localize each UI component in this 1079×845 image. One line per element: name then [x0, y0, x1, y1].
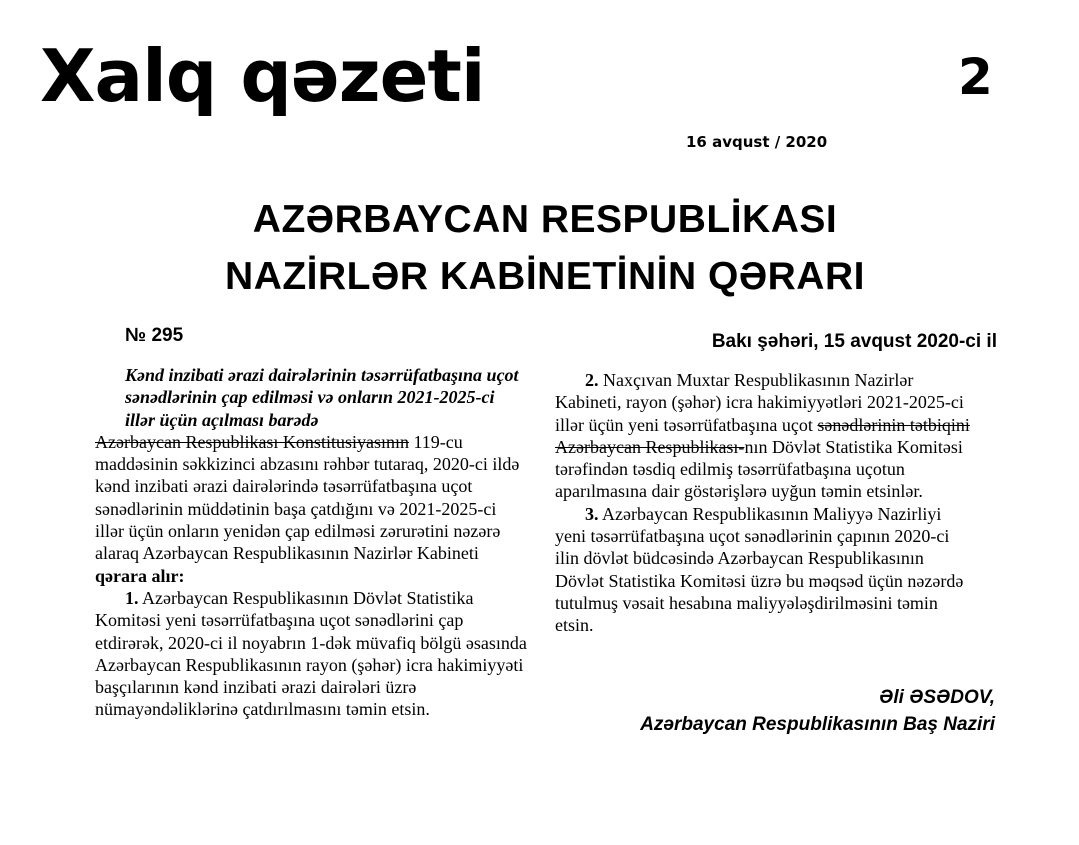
- item-3: [555, 503, 975, 637]
- page-number: 2: [958, 48, 993, 106]
- item-1-text: Azərbaycan Respublikasının Dövlət Statistika Komitəsi yeni təsərrüfatbaşına uçot sənədlərini çap etdirərək, 2020-ci il noyabrın 1-dək müvafiq bölgü əsasında Azərbaycan Respublikasının rayon (şəhər) icra hakimiyyəti başçılarının kənd inzibati ərazi dairələri üzrə nümayəndəliklərinə çatdırılmasını təmin etsin.: [95, 587, 527, 720]
- item-2-struck-text: sənədlərinin tətbiqini Azərbaycan Respublikası-: [555, 414, 970, 457]
- preamble-text: 119-cu maddəsinin səkkizinci abzasını rəhbər tutaraq, 2020-ci ildə kənd inzibati ərazi dairələrində təsərrüfatbaşına uçot sənədlərinin müddətinin başa çatdığını və 2021-2025-ci illər üçün onların yenidən çap edilməsi zərurətini nəzərə alaraq Azərbaycan Respublikasının Nazirlər Kabineti: [95, 431, 520, 564]
- item-1: [95, 587, 527, 721]
- preamble-struck-text: Azərbaycan Respublikası Konstitusiyasının: [95, 431, 409, 452]
- item-3-number: 3.: [585, 503, 599, 524]
- preamble-paragraph: [95, 431, 527, 587]
- item-2-text-part2: nın Dövlət Statistika Komitəsi tərəfindən təsdiq edilmiş təsərrüfatbaşına uçotun aparılmasına dair göstərişlərə uyğun təmin etsinlər.: [555, 436, 963, 502]
- item-1-number: 1.: [125, 587, 139, 608]
- item-2-text-part1: Naxçıvan Muxtar Respublikasının Nazirlər Kabineti, rayon (şəhər) icra hakimiyyətləri 2021-2025-ci illər üçün yeni təsərrüfatbaşına uçot: [555, 370, 964, 435]
- decides-phrase: qərara alır:: [95, 565, 185, 586]
- newspaper-title: Xalq qəzeti: [40, 34, 485, 118]
- document-heading-line1: AZƏRBAYCAN RESPUBLİKASI: [252, 198, 838, 241]
- signature-name: Əli ƏSƏDOV,: [879, 687, 995, 708]
- issue-date: 16 avqust / 2020: [686, 133, 828, 151]
- item-2: [555, 369, 975, 503]
- left-column: [95, 364, 527, 721]
- decree-number: № 295: [125, 325, 184, 346]
- document-heading-line2: NAZİRLƏR KABİNETİNİN QƏRARI: [225, 255, 865, 298]
- right-column: [555, 369, 975, 637]
- decree-subject: Kənd inzibati ərazi dairələrinin təsərrüfatbaşına uçot sənədlərinin çap edilməsi və onların 2021-2025-ci illər üçün açılması barədə: [125, 365, 519, 430]
- place-and-date: Bakı şəhəri, 15 avqust 2020-ci il: [711, 331, 997, 352]
- item-2-number: 2.: [585, 370, 599, 390]
- signature-title: Azərbaycan Respublikasının Baş Naziri: [640, 714, 995, 735]
- item-3-text: Azərbaycan Respublikasının Maliyyə Nazirliyi yeni təsərrüfatbaşına uçot sənədlərinin çapının 2020-ci ilin dövlət büdcəsində Azərbaycan Respublikasının Dövlət Statistika Komitəsi üzrə bu məqsəd üçün nəzərdə tutulmuş vəsait hesabına maliyyələşdirilməsini təmin etsin.: [555, 503, 964, 636]
